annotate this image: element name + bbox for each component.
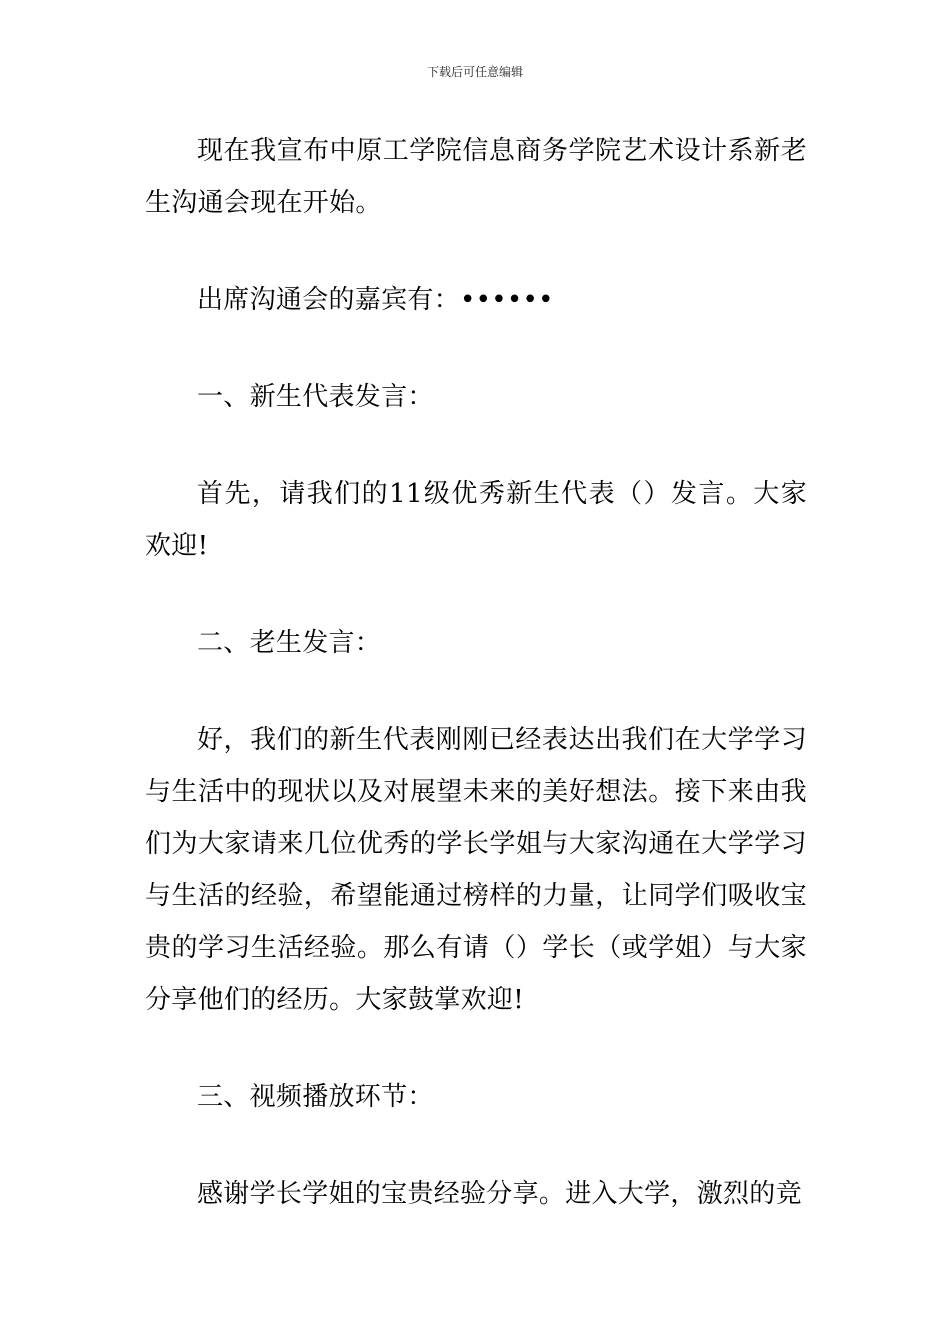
document-body: [145, 125, 807, 1220]
section-heading-senior-speech: 二、老生发言：: [197, 628, 382, 658]
section-heading-video: 三、视频播放环节：: [197, 1082, 434, 1112]
paragraph-video-intro: 感谢学长学姐的宝贵经验分享。进入大学，激烈的竞: [197, 1179, 802, 1209]
paragraph-opening: 现在我宣布中原工学院信息商务学院艺术设计系新老生沟通会现在开始。: [145, 136, 807, 218]
paragraph-freshman-intro: 首先，请我们的11级优秀新生代表（）发言。大家欢迎!: [145, 479, 807, 561]
section-heading-freshman-speech: 一、新生代表发言：: [197, 382, 434, 412]
paragraph-guests: 出席沟通会的嘉宾有：••••••: [197, 285, 554, 315]
page-header-note: 下载后可任意编辑: [426, 65, 523, 79]
paragraph-senior-intro: 好，我们的新生代表刚刚已经表达出我们在大学学习与生活中的现状以及对展望未来的美好想法。接下来由我们为大家请来几位优秀的学长学姐与大家沟通在大学学习与生活的经验，希望能通过榜样的力量，让同学们吸收宝贵的学习生活经验。那么有请（）学长（或学姐）与大家分享他们的经历。大家鼓掌欢迎!: [145, 725, 807, 1015]
